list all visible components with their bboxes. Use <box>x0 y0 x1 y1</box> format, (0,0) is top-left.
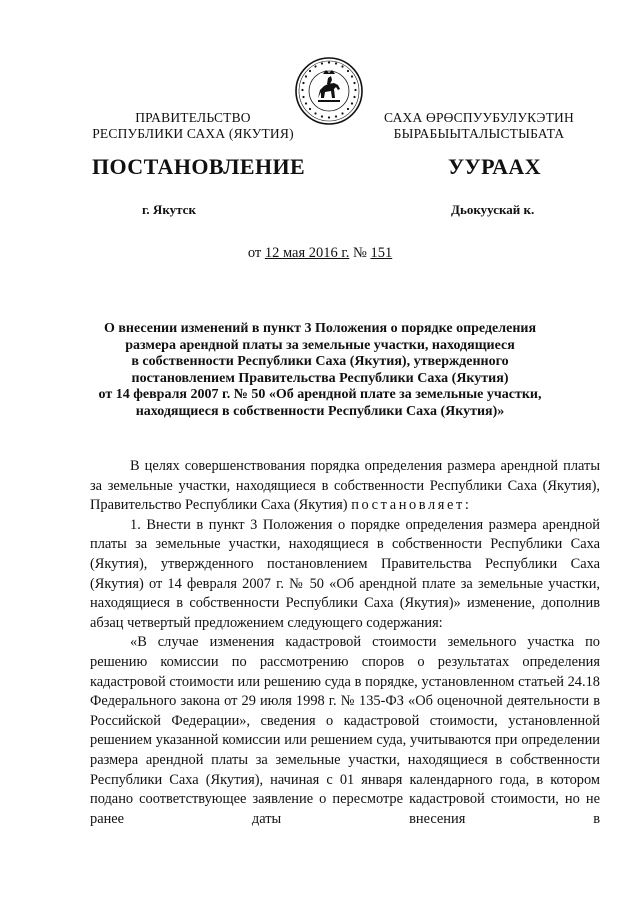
government-name-sakha-line1: САХА ӨРӨСПУУБУЛУКЭТИН <box>384 110 574 125</box>
doc-type-ru: ПОСТАНОВЛЕНИЕ <box>92 154 306 179</box>
title-line: в собственности Республики Саха (Якутия), утвержденного <box>131 354 509 369</box>
coat-of-arms-emblem-icon <box>294 56 364 126</box>
document-title <box>90 321 550 420</box>
body-paragraph-item-1: 1. Внести в пункт 3 Положения о порядке определения размера арендной платы за земельные участки, находящиеся в собственности Республики Саха (Якутия), утвержденного постановлением Правительства Республики Саха (Якутия) от 14 февраля 2007 г. № 50 «Об арендной плате за земельные участки, находящиеся в собственности Республики Саха (Якутия)» изменение, дополнив абзац четвертый предложением следующего содержания: <box>90 516 600 631</box>
header-right-block <box>372 110 586 142</box>
city-sakha: Дьокуускай к. <box>451 202 535 217</box>
government-name-ru-line1: ПРАВИТЕЛЬСТВО <box>135 110 251 125</box>
government-name-sakha-line2: БЫРАБЫЫТАЛЫСТЫБАТА <box>393 126 565 141</box>
date-prefix: от <box>247 245 262 261</box>
title-line: находящиеся в собственности Республики Саха (Якутия)» <box>135 403 505 419</box>
document-number: 151 <box>370 245 393 261</box>
title-line: постановлением Правительства Республики Саха (Якутия) <box>131 370 509 386</box>
number-sign: № <box>352 245 367 261</box>
doc-type-sakha: УУРААХ <box>448 154 541 179</box>
header-left-block <box>86 110 300 142</box>
preamble-text: В целях совершенствования порядка определения размера арендной платы за земельные участки, находящиеся в собственности Республики Саха (Якутия), Правительство Республики Саха (Якутия) <box>90 458 600 514</box>
document-body <box>90 457 600 829</box>
title-line: О внесении изменений в пункт 3 Положения о порядке определения <box>103 321 537 336</box>
body-paragraph-quote: «В случае изменения кадастровой стоимости земельного участка по решению комиссии по рассмотрению споров о результатах определения кадастровой стоимости или решению суда в порядке, установленном статьей 24.18 Федерального закона от 29 июля 1998 г. № 135-ФЗ «Об оценочной деятельности в Российской Федерации», сведения о кадастровой стоимости, установленной решением указанной комиссии или решением суда, учитываются при определении размера арендной платы за земельные участки, находящиеся в собственности Республики Саха (Якутия), начиная с 01 января календарного года, в котором подано соответствующее заявление о пересмотре кадастровой стоимости, но не ранее даты внесения в <box>90 634 600 827</box>
title-line: размера арендной платы за земельные участки, находящиеся <box>125 337 515 353</box>
government-name-ru-line2: РЕСПУБЛИКИ САХА (ЯКУТИЯ) <box>92 126 294 141</box>
city-ru: г. Якутск <box>142 202 196 217</box>
body-paragraph-preamble <box>90 457 600 516</box>
resolves-word: постановляет: <box>351 497 472 514</box>
date-number-line <box>0 245 640 262</box>
document-date: 12 мая 2016 г. <box>264 245 350 261</box>
title-line: от 14 февраля 2007 г. № 50 «Об арендной плате за земельные участки, <box>98 387 542 402</box>
